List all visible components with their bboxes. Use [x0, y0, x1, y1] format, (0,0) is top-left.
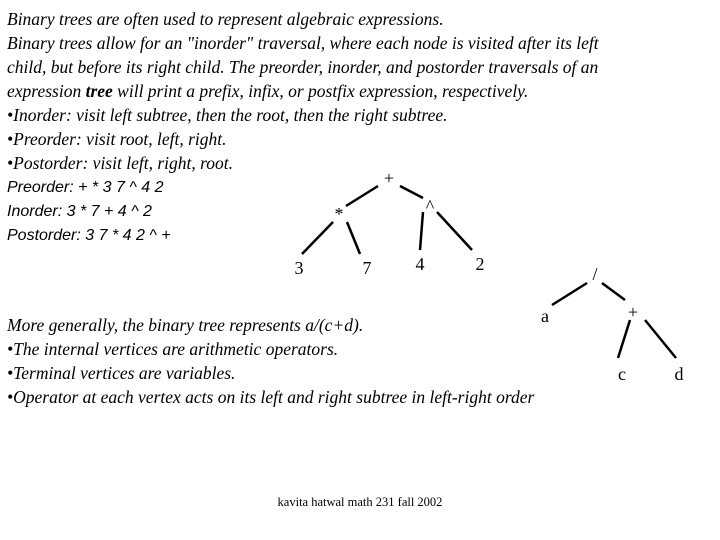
tree1-node-mult: *: [334, 204, 344, 224]
intro-line-3: child, but before its right child. The preorder, inorder, and postorder traversals of an: [7, 57, 599, 77]
bullet-postorder: •Postorder: visit left, right, root.: [7, 153, 234, 173]
edge-mult-7: [347, 222, 360, 254]
intro-line-4-post: will print a prefix, infix, or postfix expression, respectively.: [112, 81, 529, 101]
tree2-node-plus: +: [627, 302, 639, 322]
tree2-node-a: a: [541, 306, 549, 326]
tree2-edges: [552, 283, 676, 358]
edge-plus-mult: [346, 186, 378, 206]
edge-pow-4: [420, 212, 423, 250]
inorder-result: Inorder: 3 * 7 + 4 ^ 2: [7, 203, 152, 220]
tree2-node-c: c: [618, 364, 626, 384]
intro-line-1: Binary trees are often used to represent algebraic expressions.: [7, 9, 444, 29]
bullet-internal: •The internal vertices are arithmetic operators.: [7, 339, 339, 359]
edge-div-plus: [602, 283, 625, 300]
postorder-result: Postorder: 3 7 * 4 2 ^ +: [7, 227, 171, 244]
tree1-node-3: 3: [294, 258, 304, 278]
tree1-node-root: +: [383, 168, 395, 188]
footer-credit: kavita hatwal math 231 fall 2002: [277, 495, 443, 509]
tree1-node-7: 7: [362, 258, 372, 278]
edge-plus-pow: [400, 186, 423, 198]
edge-plus-d: [645, 320, 676, 358]
bullet-inorder: •Inorder: visit left subtree, then the root, then the right subtree.: [7, 105, 448, 125]
intro-line-4-bold: tree: [85, 81, 113, 101]
intro-line-2: Binary trees allow for an "inorder" traversal, where each node is visited after its left: [7, 33, 599, 53]
tree2-node-d: d: [674, 364, 684, 384]
preorder-result: Preorder: + * 3 7 ^ 4 2: [7, 179, 164, 196]
tree2-node-root: /: [592, 264, 598, 284]
bullet-preorder: •Preorder: visit root, left, right.: [7, 129, 227, 149]
tree1-node-pow: ^: [425, 196, 435, 216]
edge-mult-3: [302, 222, 333, 254]
intro-line-4-pre: expression: [7, 81, 86, 101]
bullet-operator: •Operator at each vertex acts on its left and right subtree in left-right order: [7, 387, 535, 407]
edge-plus-c: [618, 320, 630, 358]
tree1-edges: [302, 186, 472, 254]
tree1-node-2: 2: [475, 254, 485, 274]
edge-div-a: [552, 283, 587, 305]
general-statement: More generally, the binary tree represents a/(c+d).: [7, 315, 364, 335]
bullet-terminal: •Terminal vertices are variables.: [7, 363, 236, 383]
tree1-node-4: 4: [415, 254, 425, 274]
edge-pow-2: [437, 212, 472, 250]
